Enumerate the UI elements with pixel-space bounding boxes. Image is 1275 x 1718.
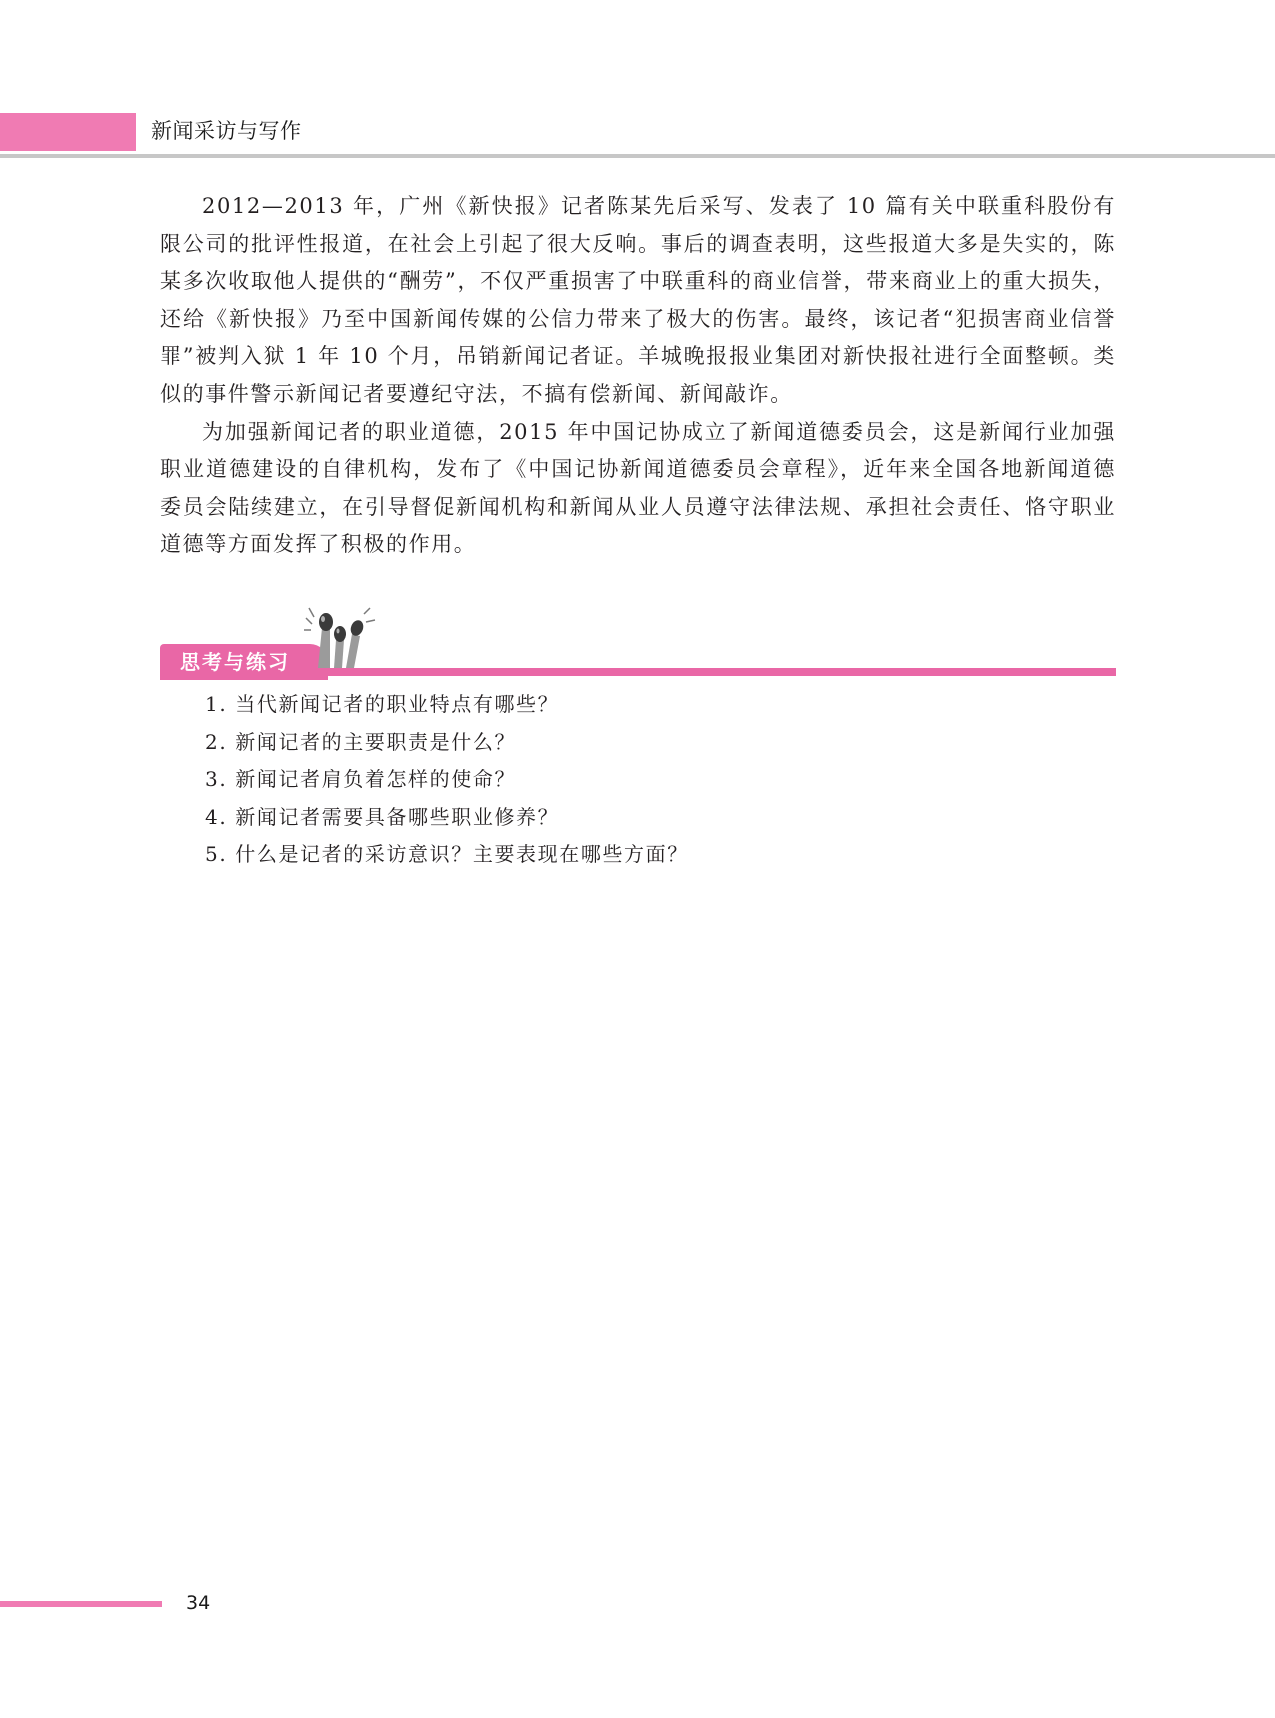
list-item: 1. 当代新闻记者的职业特点有哪些？ (205, 692, 560, 716)
header-accent-bar (0, 113, 136, 151)
paragraph: 为加强新闻记者的职业道德，2015 年中国记协成立了新闻道德委员会，这是新闻行业加强职业道德建设的自律机构，发布了《中国记协新闻道德委员会章程》，近年来全国各地新闻道德委员会陆续建立，在引导督促新闻机构和新闻从业人员遵守法律法规、承担社会责任、恪守职业道德等方面发挥了积极的作用。 (160, 419, 1116, 557)
exercise-section-header (160, 600, 1116, 680)
header-rule (0, 154, 1275, 158)
body-text (160, 188, 1116, 564)
microphones-icon (300, 600, 380, 672)
list-item: 3. 新闻记者肩负着怎样的使命？ (205, 767, 517, 792)
book-title: 新闻采访与写作 (151, 119, 302, 143)
list-item: 5. 什么是记者的采访意识？主要表现在哪些方面？ (205, 842, 689, 867)
paragraph: 2012—2013 年，广州《新快报》记者陈某先后采写、发表了 10 篇有关中联重科股份有限公司的批评性报道，在社会上引起了很大反响。事后的调查表明，这些报道大多是失实的，陈某多次收取他人提供的“酬劳”，不仅严重损害了中联重科的商业信誉，带来商业上的重大损失，还给《新快报》乃至中国新闻传媒的公信力带来了极大的伤害。最终，该记者“犯损害商业信誉罪”被判入狱 1 年 10 个月，吊销新闻记者证。羊城晚报报业集团对新快报社进行全面整顿。类似的事件警示新闻记者要遵纪守法，不搞有偿新闻、新闻敲诈。 (160, 194, 1116, 406)
footer-accent-rule (0, 1601, 162, 1607)
section-title: 思考与练习 (160, 644, 328, 680)
list-item: 2. 新闻记者的主要职责是什么？ (205, 729, 517, 754)
page-number: 34 (186, 1592, 211, 1614)
exercise-list (205, 686, 1085, 874)
list-item: 4. 新闻记者需要具备哪些职业修养？ (205, 804, 560, 829)
